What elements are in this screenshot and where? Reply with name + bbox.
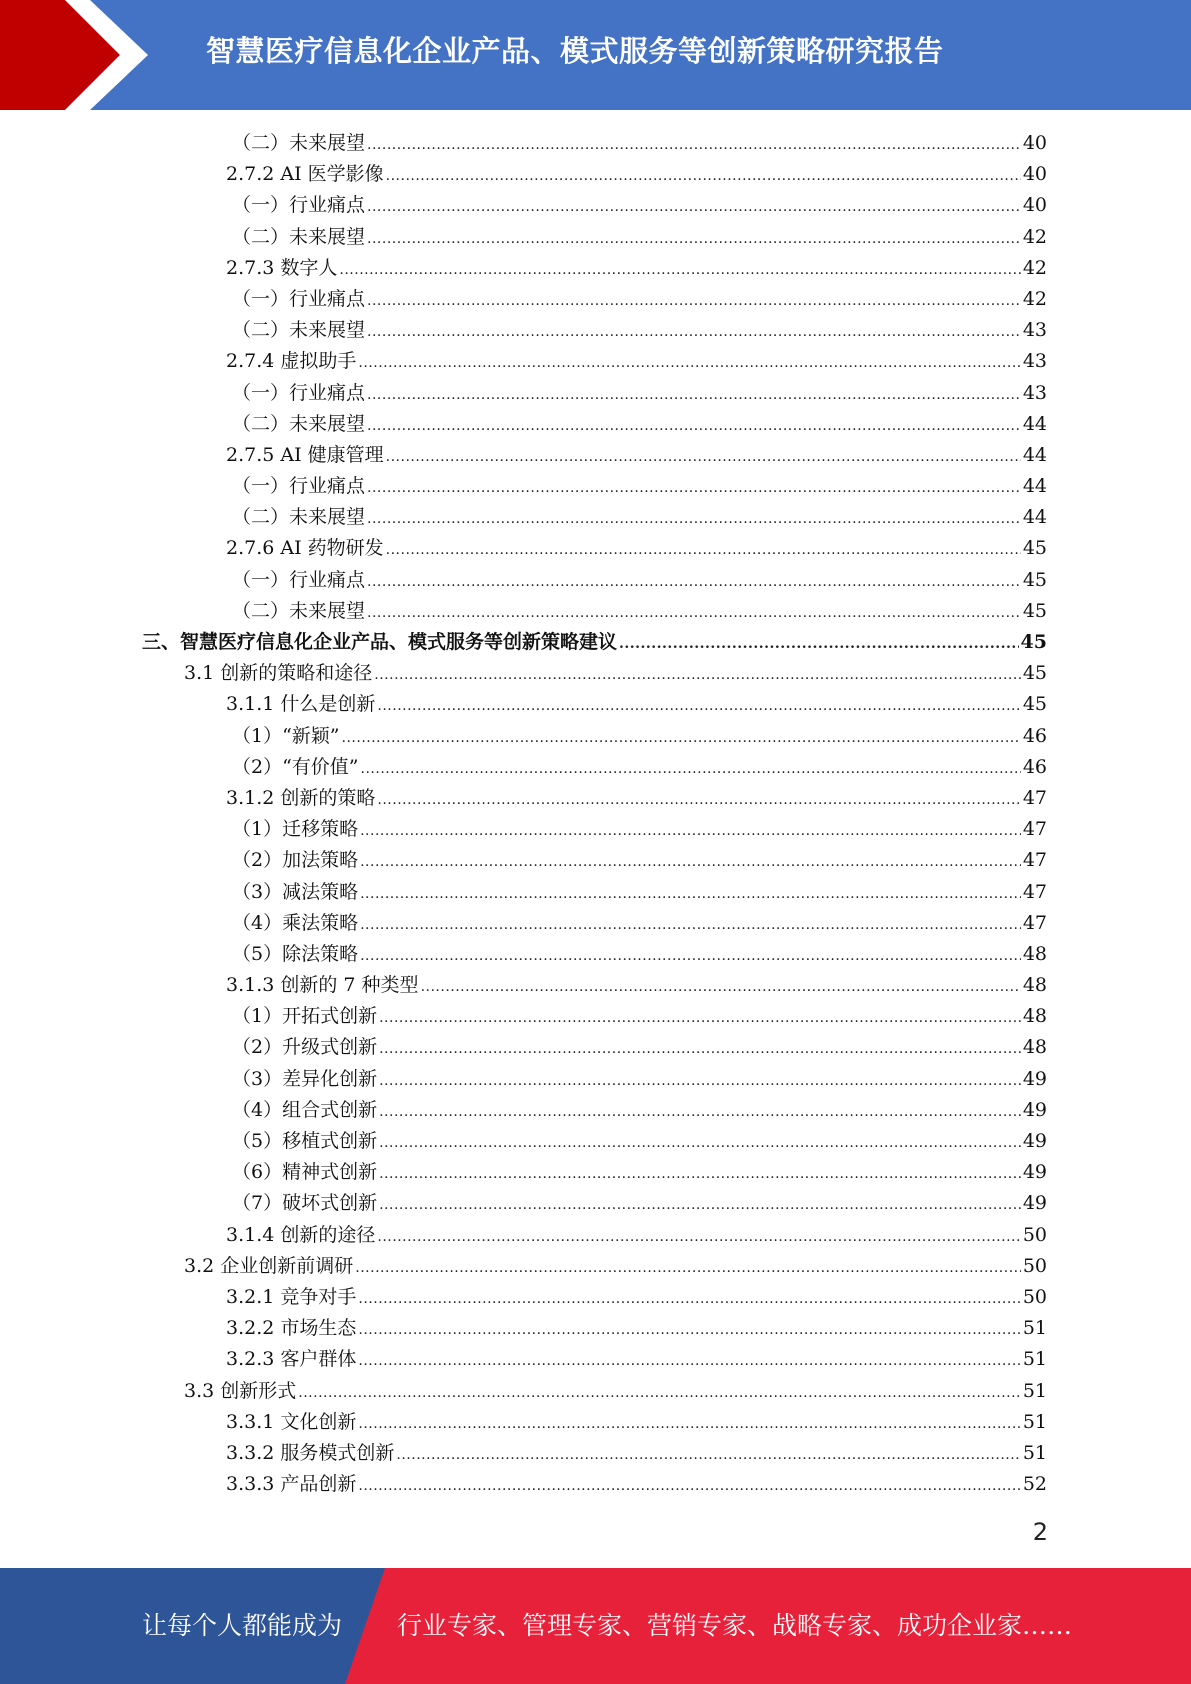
toc-entry[interactable]	[184, 658, 1047, 689]
toc-dot-leader	[360, 816, 1021, 847]
toc-entry-page: 51	[1022, 1317, 1047, 1340]
toc-entry-label: （4）乘法策略	[232, 911, 359, 934]
toc-dot-leader	[358, 1315, 1020, 1346]
page-number: 2	[1032, 1518, 1048, 1546]
toc-dot-leader	[360, 910, 1021, 941]
toc-dot-leader	[367, 567, 1021, 598]
toc-dot-leader	[358, 1471, 1020, 1502]
toc-dot-leader	[367, 411, 1021, 442]
toc-entry[interactable]	[226, 346, 1047, 377]
toc-entry-page: 49	[1022, 1130, 1047, 1152]
toc-dot-leader	[358, 1284, 1020, 1315]
toc-entry-page: 45	[1022, 599, 1047, 622]
toc-entry-label: 3.1.3 创新的 7 种类型	[226, 974, 419, 997]
toc-entry-label: （5）除法策略	[232, 942, 359, 965]
toc-entry[interactable]	[226, 190, 1047, 221]
toc-entry[interactable]	[226, 1188, 1047, 1219]
toc-dot-leader	[367, 504, 1021, 535]
toc-dot-leader	[386, 442, 1021, 473]
toc-dot-leader	[374, 660, 1021, 691]
toc-entry-page: 49	[1022, 1098, 1047, 1121]
toc-entry[interactable]	[226, 1220, 1047, 1251]
toc-entry[interactable]	[226, 315, 1047, 346]
toc-entry-page: 45	[1022, 568, 1047, 591]
toc-entry-page: 44	[1022, 475, 1047, 498]
toc-dot-leader	[358, 1346, 1020, 1377]
toc-dot-leader	[377, 785, 1020, 816]
footer-slogan: 让每个人都能成为	[142, 1611, 343, 1640]
toc-entry[interactable]	[226, 1313, 1047, 1344]
toc-entry-page: 47	[1022, 911, 1047, 934]
toc-entry-label: 3.3.2 服务模式创新	[226, 1441, 395, 1464]
toc-entry-label: （二）未来展望	[232, 225, 366, 248]
toc-entry-page: 51	[1022, 1379, 1047, 1402]
toc-entry-label: （7）破坏式创新	[232, 1192, 378, 1215]
toc-entry-label: （一）行业痛点	[232, 287, 366, 310]
toc-entry-page: 42	[1022, 256, 1047, 279]
toc-entry[interactable]	[226, 565, 1047, 596]
toc-entry[interactable]	[226, 159, 1047, 190]
toc-entry[interactable]	[226, 970, 1047, 1001]
toc-entry-label: （1）“新颖”	[232, 724, 340, 747]
toc-dot-leader	[379, 1066, 1021, 1097]
toc-dot-leader	[379, 1128, 1021, 1159]
toc-entry-page: 48	[1022, 1036, 1047, 1059]
toc-entry[interactable]	[226, 1344, 1047, 1375]
toc-dot-leader	[342, 723, 1021, 754]
toc-entry-label: 三、智慧医疗信息化企业产品、模式服务等创新策略建议	[142, 631, 618, 653]
toc-entry-label: （二）未来展望	[232, 599, 366, 622]
toc-entry-label: （二）未来展望	[232, 412, 366, 435]
toc-entry-page: 45	[1020, 631, 1047, 653]
toc-entry[interactable]	[226, 908, 1047, 939]
toc-entry-page: 40	[1022, 132, 1047, 154]
toc-dot-leader	[339, 255, 1020, 286]
toc-entry[interactable]	[226, 689, 1047, 720]
toc-dot-leader	[367, 317, 1021, 348]
toc-entry[interactable]	[226, 1095, 1047, 1126]
toc-entry-page: 44	[1022, 443, 1047, 466]
toc-entry[interactable]	[226, 721, 1047, 752]
toc-entry[interactable]	[142, 627, 1047, 658]
toc-entry[interactable]	[226, 939, 1047, 970]
toc-dot-leader	[379, 1034, 1021, 1065]
toc-entry[interactable]	[226, 1001, 1047, 1032]
toc-entry[interactable]	[184, 1251, 1047, 1282]
toc-dot-leader	[360, 941, 1021, 972]
toc-entry[interactable]	[184, 1376, 1047, 1407]
toc-entry-label: （2）升级式创新	[232, 1036, 378, 1059]
toc-dot-leader	[379, 1159, 1021, 1190]
toc-dot-leader	[367, 598, 1021, 629]
toc-entry[interactable]	[226, 222, 1047, 253]
document-title: 智慧医疗信息化企业产品、模式服务等创新策略研究报告	[206, 34, 944, 68]
toc-entry-page: 40	[1022, 163, 1047, 186]
toc-entry[interactable]	[226, 1157, 1047, 1188]
toc-entry-label: （一）行业痛点	[232, 568, 366, 591]
toc-entry-page: 44	[1022, 412, 1047, 435]
toc-entry-label: 3.2.2 市场生态	[226, 1317, 357, 1340]
toc-entry-page: 45	[1022, 662, 1047, 685]
toc-entry-label: （一）行业痛点	[232, 194, 366, 217]
toc-dot-leader	[367, 380, 1021, 411]
toc-entry-label: 3.1 创新的策略和途径	[184, 662, 373, 685]
toc-entry-label: 2.7.5 AI 健康管理	[226, 443, 384, 466]
footer-roles: 行业专家、管理专家、营销专家、战略专家、成功企业家……	[397, 1611, 1073, 1640]
toc-entry[interactable]	[226, 1282, 1047, 1313]
toc-dot-leader	[367, 192, 1021, 223]
toc-entry-page: 49	[1022, 1067, 1047, 1090]
toc-entry[interactable]	[226, 378, 1047, 409]
toc-dot-leader	[367, 224, 1021, 255]
toc-dot-leader	[367, 130, 1021, 161]
toc-entry-page: 51	[1022, 1410, 1047, 1433]
toc-dot-leader	[360, 879, 1021, 910]
toc-entry-page: 45	[1022, 537, 1047, 560]
toc-entry-page: 49	[1022, 1161, 1047, 1184]
toc-entry[interactable]	[226, 533, 1047, 564]
toc-entry-label: 3.2.3 客户群体	[226, 1348, 357, 1371]
toc-dot-leader	[360, 847, 1021, 878]
toc-entry-label: 3.1.2 创新的策略	[226, 786, 376, 809]
toc-dot-leader	[377, 1222, 1020, 1253]
toc-dot-leader	[377, 691, 1020, 722]
toc-dot-leader	[421, 972, 1021, 1003]
toc-dot-leader	[367, 286, 1021, 317]
toc-entry-label: （一）行业痛点	[232, 475, 366, 498]
toc-entry-label: （3）减法策略	[232, 880, 359, 903]
toc-entry[interactable]	[226, 783, 1047, 814]
toc-dot-leader	[386, 161, 1021, 192]
toc-entry-page: 50	[1022, 1254, 1047, 1277]
header-bar	[0, 0, 1191, 110]
toc-entry-page: 51	[1022, 1348, 1047, 1371]
toc-entry-page: 44	[1022, 506, 1047, 529]
toc-entry[interactable]	[226, 596, 1047, 627]
toc-entry-page: 46	[1022, 755, 1047, 778]
toc-entry-page: 43	[1022, 381, 1047, 404]
toc-entry-label: 3.1.1 什么是创新	[226, 693, 376, 716]
toc-entry-label: 3.2.1 竞争对手	[226, 1285, 357, 1308]
toc-entry-label: （3）差异化创新	[232, 1067, 378, 1090]
toc-entry-page: 45	[1022, 693, 1047, 716]
toc-entry-label: （1）开拓式创新	[232, 1005, 378, 1028]
toc-entry-page: 46	[1022, 724, 1047, 747]
toc-dot-leader	[379, 1190, 1021, 1221]
toc-entry-label: 2.7.6 AI 药物研发	[226, 537, 384, 560]
toc-dot-leader	[361, 754, 1021, 785]
toc-entry-page: 40	[1022, 194, 1047, 217]
toc-entry-page: 47	[1022, 818, 1047, 841]
toc-dot-leader	[367, 473, 1021, 504]
toc-entry-page: 43	[1022, 350, 1047, 373]
toc-dot-leader	[358, 348, 1020, 379]
toc-entry-label: （二）未来展望	[232, 132, 366, 154]
toc-entry-label: 3.2 企业创新前调研	[184, 1254, 354, 1277]
toc-dot-leader	[379, 1003, 1021, 1034]
toc-entry[interactable]	[226, 1469, 1047, 1500]
toc-dot-leader	[386, 535, 1021, 566]
toc-entry[interactable]	[226, 1064, 1047, 1095]
toc-entry-page: 48	[1022, 1005, 1047, 1028]
toc-entry-page: 51	[1022, 1441, 1047, 1464]
toc-entry[interactable]	[226, 752, 1047, 783]
toc-entry-page: 43	[1022, 319, 1047, 342]
toc-entry[interactable]	[226, 471, 1047, 502]
toc-dot-leader	[619, 629, 1019, 660]
toc-dot-leader	[379, 1097, 1021, 1128]
toc-entry-label: （2）“有价值”	[232, 755, 359, 778]
toc-entry-page: 42	[1022, 225, 1047, 248]
toc-entry-label: （一）行业痛点	[232, 381, 366, 404]
toc-entry-label: （5）移植式创新	[232, 1130, 378, 1152]
toc-entry-page: 42	[1022, 287, 1047, 310]
toc-dot-leader	[355, 1253, 1021, 1284]
toc-dot-leader	[396, 1440, 1020, 1471]
toc-entry-page: 52	[1022, 1473, 1047, 1496]
toc-entry-label: （2）加法策略	[232, 849, 359, 872]
toc-entry-page: 50	[1022, 1223, 1047, 1246]
toc-entry-label: （4）组合式创新	[232, 1098, 378, 1121]
toc-entry[interactable]	[226, 502, 1047, 533]
toc-dot-leader	[358, 1409, 1020, 1440]
toc-entry[interactable]	[226, 409, 1047, 440]
toc-entry-label: （1）迁移策略	[232, 818, 359, 841]
toc-entry[interactable]	[226, 1438, 1047, 1469]
toc-entry-label: 3.3.3 产品创新	[226, 1473, 357, 1496]
footer-bar	[0, 1568, 1191, 1684]
toc-entry-label: 3.3.1 文化创新	[226, 1410, 357, 1433]
toc-entry[interactable]	[226, 814, 1047, 845]
toc-entry[interactable]	[226, 1126, 1047, 1157]
toc-entry-page: 47	[1022, 786, 1047, 809]
toc-entry-label: 3.3 创新形式	[184, 1379, 297, 1402]
toc-entry[interactable]	[226, 128, 1047, 159]
toc-entry-page: 47	[1022, 880, 1047, 903]
toc-entry[interactable]	[226, 284, 1047, 315]
toc-entry[interactable]	[226, 845, 1047, 876]
toc-entry[interactable]	[226, 1407, 1047, 1438]
toc-entry-label: （6）精神式创新	[232, 1161, 378, 1184]
toc-entry[interactable]	[226, 877, 1047, 908]
toc-entry-page: 47	[1022, 849, 1047, 872]
toc-entry-page: 50	[1022, 1285, 1047, 1308]
toc-entry[interactable]	[226, 1032, 1047, 1063]
header-chevron-decoration	[0, 0, 160, 110]
toc-entry-page: 49	[1022, 1192, 1047, 1215]
toc-entry-label: 2.7.4 虚拟助手	[226, 350, 357, 373]
toc-entry[interactable]	[226, 253, 1047, 284]
toc-entry-label: （二）未来展望	[232, 506, 366, 529]
table-of-contents	[0, 128, 1191, 1500]
toc-entry-label: 2.7.3 数字人	[226, 256, 338, 279]
toc-dot-leader	[298, 1378, 1021, 1409]
toc-entry-page: 48	[1022, 974, 1047, 997]
toc-entry-label: 2.7.2 AI 医学影像	[226, 163, 384, 186]
toc-entry[interactable]	[226, 440, 1047, 471]
toc-entry-page: 48	[1022, 942, 1047, 965]
toc-entry-label: 3.1.4 创新的途径	[226, 1223, 376, 1246]
toc-entry-label: （二）未来展望	[232, 319, 366, 342]
